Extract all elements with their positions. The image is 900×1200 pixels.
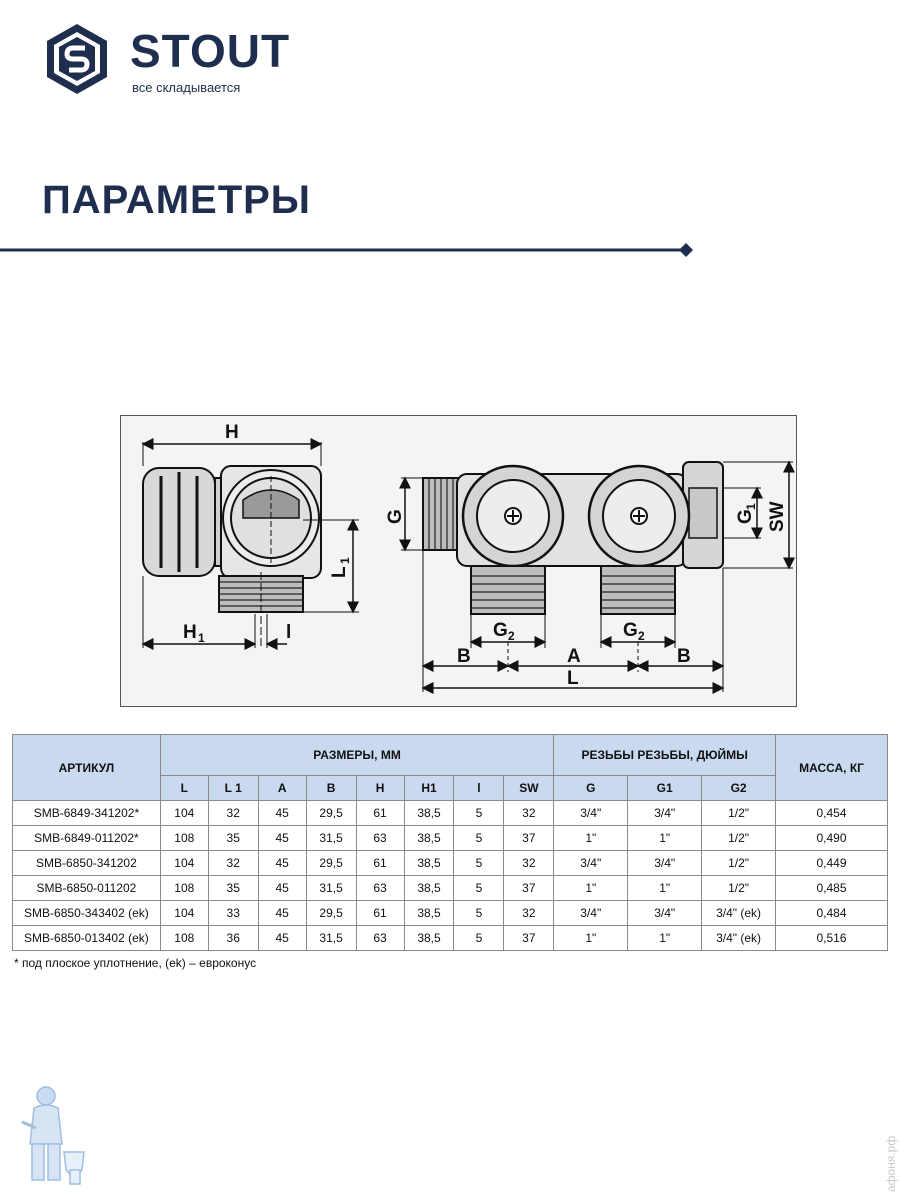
col-G1: G1 (628, 776, 702, 801)
cell-B: 29,5 (306, 801, 356, 826)
col-mass: МАССА, КГ (776, 735, 888, 801)
cell-G: 3/4" (554, 851, 628, 876)
cell-l: 5 (454, 876, 504, 901)
table-row (13, 901, 888, 926)
cell-H1: 38,5 (404, 876, 454, 901)
cell-G: 1" (554, 926, 628, 951)
cell-L1: 36 (208, 926, 258, 951)
page-title: ПАРАМЕТРЫ (42, 178, 311, 222)
cell-B: 31,5 (306, 826, 356, 851)
cell-SW: 37 (504, 826, 554, 851)
cell-SW: 32 (504, 801, 554, 826)
col-group-sizes: РАЗМЕРЫ, ММ (160, 735, 554, 776)
brand-logo (44, 22, 291, 102)
cell-A: 45 (258, 901, 306, 926)
cell-H: 63 (356, 826, 404, 851)
stout-logo-icon (44, 22, 110, 96)
dim-L: L (567, 668, 579, 689)
col-H: H (356, 776, 404, 801)
cell-mass: 0,449 (776, 851, 888, 876)
cell-SW: 37 (504, 876, 554, 901)
cell-article: SMB-6850-013402 (ek) (13, 926, 161, 951)
dim-L1: L (329, 566, 350, 578)
col-B: B (306, 776, 356, 801)
cell-l: 5 (454, 826, 504, 851)
cell-mass: 0,490 (776, 826, 888, 851)
cell-L: 104 (160, 901, 208, 926)
cell-G: 1" (554, 826, 628, 851)
cell-SW: 32 (504, 851, 554, 876)
cell-mass: 0,454 (776, 801, 888, 826)
plumber-mascot-icon (10, 1082, 90, 1192)
col-l: l (454, 776, 504, 801)
cell-H1: 38,5 (404, 926, 454, 951)
col-G2: G2 (702, 776, 776, 801)
cell-H: 61 (356, 801, 404, 826)
cell-G2: 1/2" (702, 801, 776, 826)
dim-G2-left-sub: 2 (508, 629, 515, 643)
col-SW: SW (504, 776, 554, 801)
cell-l: 5 (454, 926, 504, 951)
table-row (13, 826, 888, 851)
col-L1: L 1 (208, 776, 258, 801)
cell-A: 45 (258, 826, 306, 851)
col-H1: H1 (404, 776, 454, 801)
watermark: афоня.рф (884, 1135, 898, 1192)
cell-G1: 3/4" (628, 801, 702, 826)
cell-G2: 1/2" (702, 826, 776, 851)
cell-G: 1" (554, 876, 628, 901)
cell-H: 63 (356, 926, 404, 951)
cell-A: 45 (258, 801, 306, 826)
table-row (13, 801, 888, 826)
dim-G: G (385, 509, 406, 524)
cell-l: 5 (454, 901, 504, 926)
cell-G1: 1" (628, 826, 702, 851)
cell-SW: 32 (504, 901, 554, 926)
cell-G1: 3/4" (628, 851, 702, 876)
cell-article: SMB-6849-011202* (13, 826, 161, 851)
cell-H1: 38,5 (404, 851, 454, 876)
col-group-threads: РЕЗЬБЫ РЕЗЬБЫ, ДЮЙМЫ (554, 735, 776, 776)
cell-G: 3/4" (554, 901, 628, 926)
col-L: L (160, 776, 208, 801)
cell-l: 5 (454, 801, 504, 826)
cell-B: 31,5 (306, 876, 356, 901)
table-row (13, 851, 888, 876)
dim-H: H (225, 422, 239, 443)
dim-G2-left: G (493, 620, 508, 641)
cell-H1: 38,5 (404, 901, 454, 926)
col-article: АРТИКУЛ (13, 735, 161, 801)
cell-article: SMB-6849-341202* (13, 801, 161, 826)
cell-mass: 0,516 (776, 926, 888, 951)
cell-L1: 33 (208, 901, 258, 926)
cell-L: 108 (160, 926, 208, 951)
cell-L: 104 (160, 851, 208, 876)
cell-mass: 0,485 (776, 876, 888, 901)
title-divider (0, 240, 700, 260)
dim-B-left: B (457, 646, 471, 667)
cell-B: 29,5 (306, 901, 356, 926)
dim-G1: G (735, 509, 756, 524)
dim-l: l (286, 622, 292, 643)
dim-G2-right-sub: 2 (638, 629, 645, 643)
cell-G2: 1/2" (702, 876, 776, 901)
brand-tagline: все складывается (132, 80, 241, 95)
cell-A: 45 (258, 926, 306, 951)
cell-H1: 38,5 (404, 801, 454, 826)
front-outlet-1 (471, 566, 545, 614)
front-view (385, 462, 793, 692)
cell-mass: 0,484 (776, 901, 888, 926)
footnote: * под плоское уплотнение, (ek) – евроконус (14, 956, 257, 970)
cell-L1: 35 (208, 826, 258, 851)
cell-H: 61 (356, 901, 404, 926)
cell-L1: 32 (208, 851, 258, 876)
cell-G2: 3/4" (ek) (702, 901, 776, 926)
cell-G1: 3/4" (628, 901, 702, 926)
table-row (13, 876, 888, 901)
cell-H: 63 (356, 876, 404, 901)
front-outlet-2 (601, 566, 675, 614)
spec-table (12, 734, 888, 951)
table-row (13, 926, 888, 951)
col-A: A (258, 776, 306, 801)
dim-H1-sub: 1 (198, 631, 205, 645)
cell-G1: 1" (628, 876, 702, 901)
cell-H1: 38,5 (404, 826, 454, 851)
dim-B-right: B (677, 646, 691, 667)
cell-G2: 1/2" (702, 851, 776, 876)
cell-L: 108 (160, 826, 208, 851)
cell-L: 104 (160, 801, 208, 826)
cell-l: 5 (454, 851, 504, 876)
cell-article: SMB-6850-343402 (ek) (13, 901, 161, 926)
dim-L1-sub: 1 (338, 557, 352, 564)
brand-name: STOUT (130, 25, 291, 77)
cell-G1: 1" (628, 926, 702, 951)
cell-H: 61 (356, 851, 404, 876)
dim-SW: SW (767, 501, 788, 532)
dim-G1-sub: 1 (744, 503, 758, 510)
cell-L: 108 (160, 876, 208, 901)
cell-L1: 32 (208, 801, 258, 826)
cell-SW: 37 (504, 926, 554, 951)
cell-article: SMB-6850-011202 (13, 876, 161, 901)
col-G: G (554, 776, 628, 801)
cell-A: 45 (258, 851, 306, 876)
dim-H1: H (183, 622, 197, 643)
drawing-canvas (121, 416, 796, 706)
technical-drawing (120, 415, 797, 707)
cell-G2: 3/4" (ek) (702, 926, 776, 951)
cell-G: 3/4" (554, 801, 628, 826)
dim-G2-right: G (623, 620, 638, 641)
cell-article: SMB-6850-341202 (13, 851, 161, 876)
dim-A: A (567, 646, 581, 667)
cell-A: 45 (258, 876, 306, 901)
cell-B: 31,5 (306, 926, 356, 951)
cell-L1: 35 (208, 876, 258, 901)
side-view (143, 422, 359, 648)
cell-B: 29,5 (306, 851, 356, 876)
